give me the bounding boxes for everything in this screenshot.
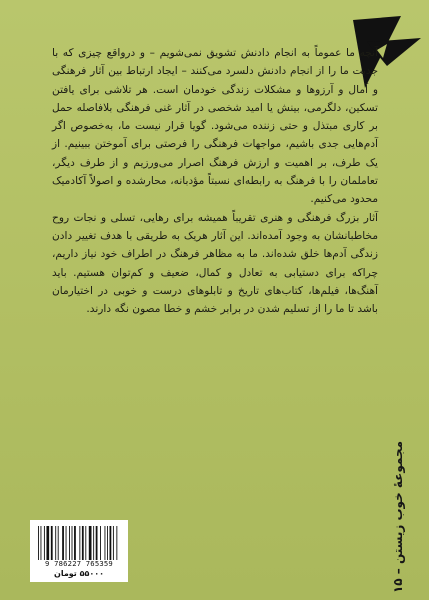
series-title-text: مجموعهٔ خوب زیستن – ۱۵ — [391, 440, 405, 594]
series-title — [383, 432, 413, 600]
paragraph-2: آثار بزرگ فرهنگی و هنری تقریباً همیشه برای رهایی، تسلی و نجات روح مخاطبانشان به وجود آمده‌اند. این آثار هریک به طریقی با هدف تغییر دادن زندگی آدم‌ها خلق شده‌اند. ما به مظاهر فرهنگ در اطراف خود نیاز داریم، چراکه برای دستیابی به تعادل و کمال، ضعیف و کم‌توان هستیم. باید آهنگ‌ها، فیلم‌ها، کتاب‌های تاریخ و تابلوهای درست و خوبی در اختیارمان باشد تا ما را از تسلیم شدن در برابر خشم و خطا مصون نگه دارند. — [52, 211, 378, 316]
price-label: ۵۵۰۰۰ تومان — [53, 569, 104, 578]
paragraph-1: آنچه ما عموماً به انجام دادنش تشویق نمی‌شویم – و درواقع چیزی که با جدیت ما را از انجام دادنش دلسرد می‌کنند – ایجاد ارتباط بین آثار فرهنگی و آمال و آرزوها و مشکلات زندگی خودمان است. هر تلاشی برای یافتن تسکین، دلگرمی، بینش یا امید شخصی در آثار غنی فرهنگی بلافاصله حمل بر کاری مبتذل و حتی زننده می‌شود. گویا قرار نیست ما، به‌خصوص اگر آدم‌هایی جدی باشیم، مواجهات فرهنگی را فرصتی برای آموختن ببینیم. از یک طرف، بر اهمیت و ارزش فرهنگ اصرار می‌ورزیم و از طرف دیگر، تعاملمان را با فرهنگ به رابطه‌ای نسبتاً مؤدبانه، محارشده و اصولاً آکادمیک محدود می‌کنیم. — [52, 47, 378, 206]
barcode-label — [30, 520, 128, 582]
barcode-icon — [38, 526, 120, 560]
back-cover-text — [52, 44, 378, 318]
isbn-number: 9 786227 765359 — [45, 559, 113, 568]
